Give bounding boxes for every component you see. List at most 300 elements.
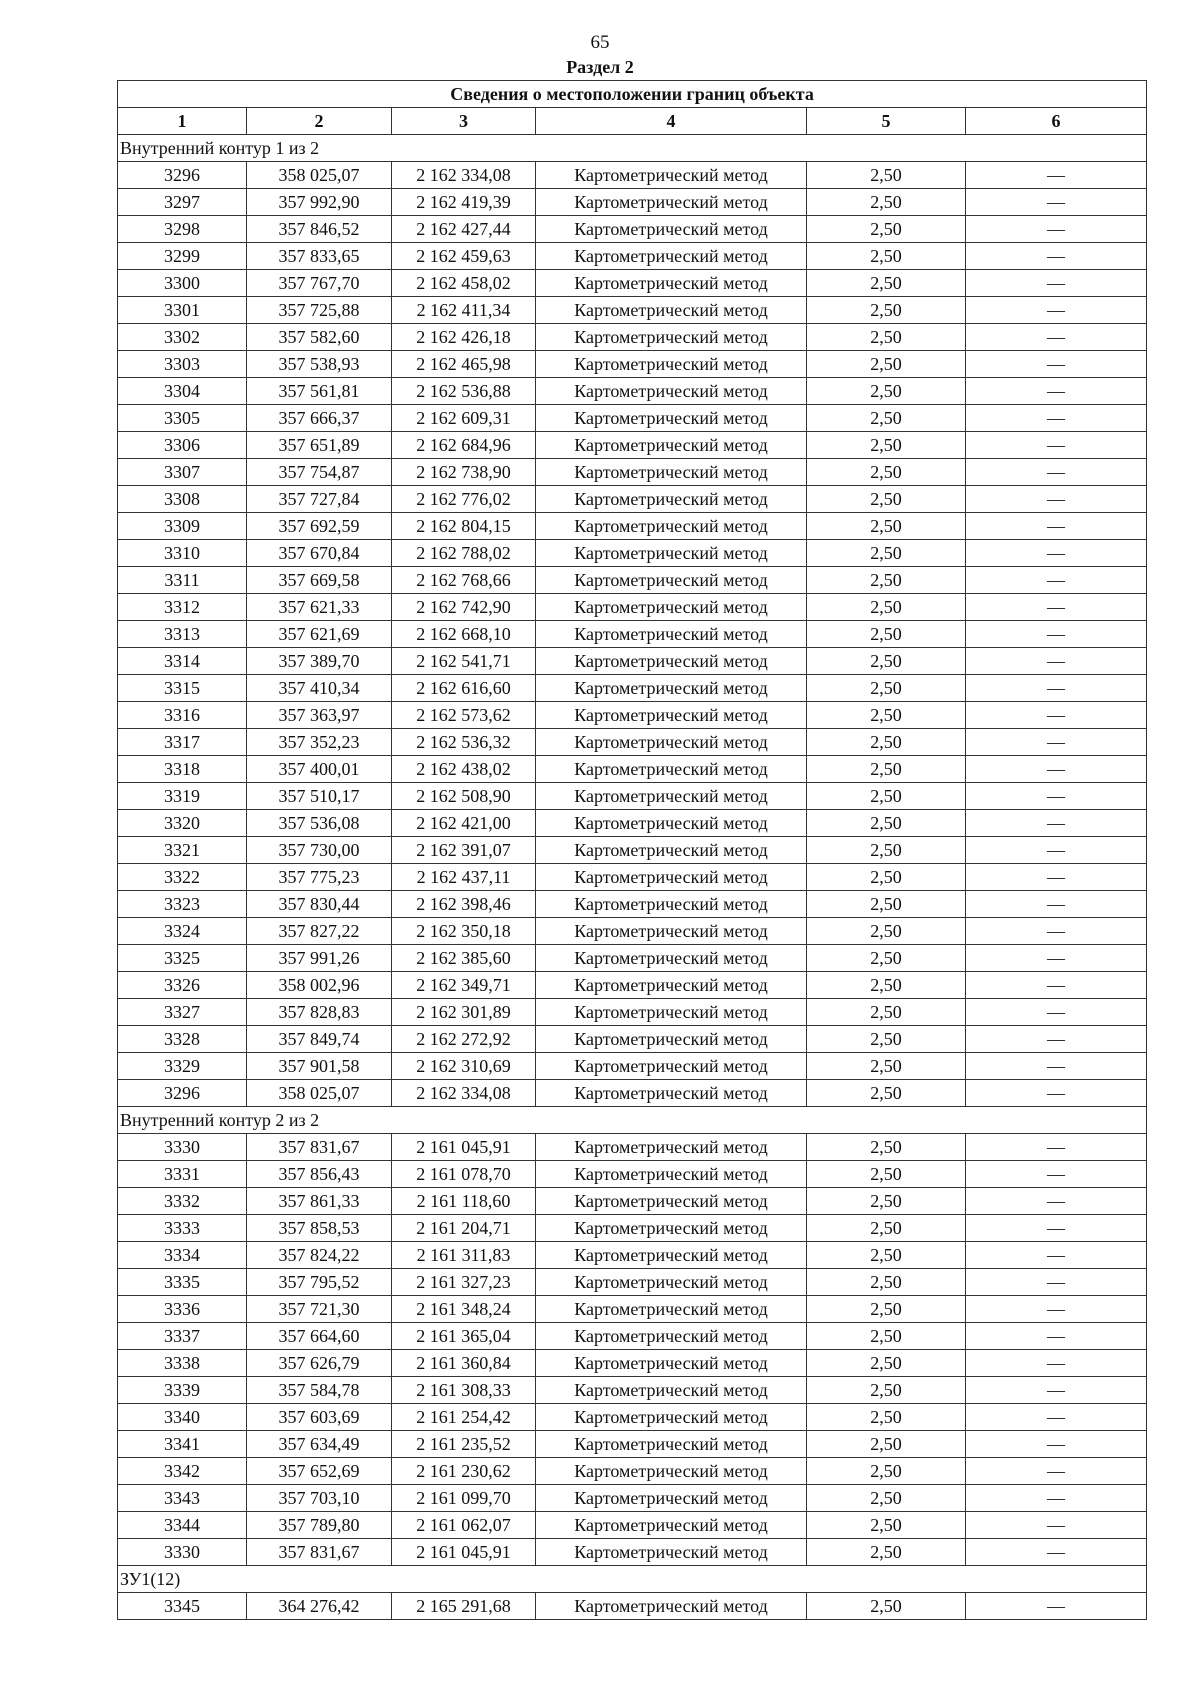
table-row: [118, 702, 1147, 729]
accuracy-cell: 2,50: [807, 243, 966, 270]
note-cell: —: [966, 1485, 1147, 1512]
y-coordinate-cell: 2 162 788,02: [392, 540, 536, 567]
point-number-cell: 3316: [118, 702, 247, 729]
y-coordinate-cell: 2 162 438,02: [392, 756, 536, 783]
y-coordinate-cell: 2 162 421,00: [392, 810, 536, 837]
point-number-cell: 3341: [118, 1431, 247, 1458]
y-coordinate-cell: 2 162 391,07: [392, 837, 536, 864]
contour-group-row: [118, 1566, 1147, 1593]
column-header: 2: [247, 108, 392, 135]
y-coordinate-cell: 2 162 776,02: [392, 486, 536, 513]
accuracy-cell: 2,50: [807, 1431, 966, 1458]
point-number-cell: 3334: [118, 1242, 247, 1269]
note-cell: —: [966, 1431, 1147, 1458]
method-cell: Картометрический метод: [536, 972, 807, 999]
accuracy-cell: 2,50: [807, 1080, 966, 1107]
note-cell: —: [966, 513, 1147, 540]
method-cell: Картометрический метод: [536, 1296, 807, 1323]
note-cell: —: [966, 1269, 1147, 1296]
table-row: [118, 405, 1147, 432]
note-cell: —: [966, 405, 1147, 432]
table-row: [118, 810, 1147, 837]
y-coordinate-cell: 2 161 360,84: [392, 1350, 536, 1377]
y-coordinate-cell: 2 162 541,71: [392, 648, 536, 675]
x-coordinate-cell: 357 721,30: [247, 1296, 392, 1323]
column-header: 4: [536, 108, 807, 135]
note-cell: —: [966, 1377, 1147, 1404]
section-title: Раздел 2: [566, 57, 634, 77]
x-coordinate-cell: 357 703,10: [247, 1485, 392, 1512]
y-coordinate-cell: 2 162 437,11: [392, 864, 536, 891]
note-cell: —: [966, 1026, 1147, 1053]
method-cell: Картометрический метод: [536, 810, 807, 837]
y-coordinate-cell: 2 162 334,08: [392, 162, 536, 189]
point-number-cell: 3310: [118, 540, 247, 567]
point-number-cell: 3336: [118, 1296, 247, 1323]
accuracy-cell: 2,50: [807, 1539, 966, 1566]
accuracy-cell: 2,50: [807, 189, 966, 216]
accuracy-cell: 2,50: [807, 1053, 966, 1080]
x-coordinate-cell: 357 352,23: [247, 729, 392, 756]
accuracy-cell: 2,50: [807, 1485, 966, 1512]
accuracy-cell: 2,50: [807, 864, 966, 891]
point-number-cell: 3323: [118, 891, 247, 918]
table-row: [118, 216, 1147, 243]
note-cell: —: [966, 1458, 1147, 1485]
method-cell: Картометрический метод: [536, 594, 807, 621]
accuracy-cell: 2,50: [807, 1404, 966, 1431]
x-coordinate-cell: 357 856,43: [247, 1161, 392, 1188]
x-coordinate-cell: 357 651,89: [247, 432, 392, 459]
method-cell: Картометрический метод: [536, 1350, 807, 1377]
y-coordinate-cell: 2 162 668,10: [392, 621, 536, 648]
x-coordinate-cell: 357 824,22: [247, 1242, 392, 1269]
table-row: [118, 1215, 1147, 1242]
table-row: [118, 513, 1147, 540]
accuracy-cell: 2,50: [807, 1458, 966, 1485]
method-cell: Картометрический метод: [536, 891, 807, 918]
note-cell: —: [966, 999, 1147, 1026]
note-cell: —: [966, 1080, 1147, 1107]
table-row: [118, 1053, 1147, 1080]
contour-group-row: [118, 1107, 1147, 1134]
table-row: [118, 297, 1147, 324]
table-row: [118, 1539, 1147, 1566]
method-cell: Картометрический метод: [536, 1269, 807, 1296]
x-coordinate-cell: 357 410,34: [247, 675, 392, 702]
y-coordinate-cell: 2 162 573,62: [392, 702, 536, 729]
table-row: [118, 1080, 1147, 1107]
method-cell: Картометрический метод: [536, 1134, 807, 1161]
accuracy-cell: 2,50: [807, 918, 966, 945]
x-coordinate-cell: 358 025,07: [247, 162, 392, 189]
y-coordinate-cell: 2 162 349,71: [392, 972, 536, 999]
point-number-cell: 3322: [118, 864, 247, 891]
accuracy-cell: 2,50: [807, 675, 966, 702]
y-coordinate-cell: 2 162 398,46: [392, 891, 536, 918]
accuracy-cell: 2,50: [807, 1377, 966, 1404]
method-cell: Картометрический метод: [536, 1242, 807, 1269]
table-row: [118, 1269, 1147, 1296]
note-cell: —: [966, 594, 1147, 621]
point-number-cell: 3338: [118, 1350, 247, 1377]
point-number-cell: 3311: [118, 567, 247, 594]
note-cell: —: [966, 459, 1147, 486]
accuracy-cell: 2,50: [807, 216, 966, 243]
note-cell: —: [966, 540, 1147, 567]
x-coordinate-cell: 357 858,53: [247, 1215, 392, 1242]
note-cell: —: [966, 243, 1147, 270]
point-number-cell: 3325: [118, 945, 247, 972]
x-coordinate-cell: 358 025,07: [247, 1080, 392, 1107]
accuracy-cell: 2,50: [807, 756, 966, 783]
y-coordinate-cell: 2 162 459,63: [392, 243, 536, 270]
y-coordinate-cell: 2 161 365,04: [392, 1323, 536, 1350]
method-cell: Картометрический метод: [536, 432, 807, 459]
method-cell: Картометрический метод: [536, 756, 807, 783]
table-row: [118, 189, 1147, 216]
x-coordinate-cell: 357 727,84: [247, 486, 392, 513]
x-coordinate-cell: 357 400,01: [247, 756, 392, 783]
table-body: [118, 81, 1147, 1620]
accuracy-cell: 2,50: [807, 162, 966, 189]
x-coordinate-cell: 357 992,90: [247, 189, 392, 216]
table-row: [118, 243, 1147, 270]
note-cell: —: [966, 1242, 1147, 1269]
table-row: [118, 999, 1147, 1026]
x-coordinate-cell: 357 561,81: [247, 378, 392, 405]
table-row: [118, 1188, 1147, 1215]
y-coordinate-cell: 2 161 118,60: [392, 1188, 536, 1215]
table-row: [118, 945, 1147, 972]
table-row: [118, 378, 1147, 405]
x-coordinate-cell: 357 828,83: [247, 999, 392, 1026]
x-coordinate-cell: 357 861,33: [247, 1188, 392, 1215]
accuracy-cell: 2,50: [807, 729, 966, 756]
accuracy-cell: 2,50: [807, 810, 966, 837]
x-coordinate-cell: 357 538,93: [247, 351, 392, 378]
y-coordinate-cell: 2 161 311,83: [392, 1242, 536, 1269]
point-number-cell: 3344: [118, 1512, 247, 1539]
point-number-cell: 3312: [118, 594, 247, 621]
point-number-cell: 3302: [118, 324, 247, 351]
y-coordinate-cell: 2 162 385,60: [392, 945, 536, 972]
column-header: 5: [807, 108, 966, 135]
table-row: [118, 1161, 1147, 1188]
table-row: [118, 324, 1147, 351]
table-row: [118, 675, 1147, 702]
point-number-cell: 3314: [118, 648, 247, 675]
table-row: [118, 729, 1147, 756]
y-coordinate-cell: 2 161 327,23: [392, 1269, 536, 1296]
y-coordinate-cell: 2 162 301,89: [392, 999, 536, 1026]
point-number-cell: 3326: [118, 972, 247, 999]
table-caption-row: [118, 81, 1147, 108]
point-number-cell: 3305: [118, 405, 247, 432]
x-coordinate-cell: 357 582,60: [247, 324, 392, 351]
x-coordinate-cell: 358 002,96: [247, 972, 392, 999]
accuracy-cell: 2,50: [807, 891, 966, 918]
y-coordinate-cell: 2 161 045,91: [392, 1539, 536, 1566]
x-coordinate-cell: 357 692,59: [247, 513, 392, 540]
method-cell: Картометрический метод: [536, 1404, 807, 1431]
y-coordinate-cell: 2 161 235,52: [392, 1431, 536, 1458]
accuracy-cell: 2,50: [807, 1134, 966, 1161]
accuracy-cell: 2,50: [807, 1323, 966, 1350]
x-coordinate-cell: 357 767,70: [247, 270, 392, 297]
y-coordinate-cell: 2 162 350,18: [392, 918, 536, 945]
table-row: [118, 162, 1147, 189]
method-cell: Картометрический метод: [536, 459, 807, 486]
note-cell: —: [966, 162, 1147, 189]
accuracy-cell: 2,50: [807, 594, 966, 621]
accuracy-cell: 2,50: [807, 1242, 966, 1269]
y-coordinate-cell: 2 162 616,60: [392, 675, 536, 702]
accuracy-cell: 2,50: [807, 648, 966, 675]
method-cell: Картометрический метод: [536, 243, 807, 270]
x-coordinate-cell: 357 846,52: [247, 216, 392, 243]
y-coordinate-cell: 2 162 536,32: [392, 729, 536, 756]
y-coordinate-cell: 2 161 308,33: [392, 1377, 536, 1404]
y-coordinate-cell: 2 162 419,39: [392, 189, 536, 216]
accuracy-cell: 2,50: [807, 621, 966, 648]
accuracy-cell: 2,50: [807, 486, 966, 513]
point-number-cell: 3304: [118, 378, 247, 405]
point-number-cell: 3337: [118, 1323, 247, 1350]
note-cell: —: [966, 1404, 1147, 1431]
point-number-cell: 3343: [118, 1485, 247, 1512]
point-number-cell: 3308: [118, 486, 247, 513]
note-cell: —: [966, 675, 1147, 702]
y-coordinate-cell: 2 162 508,90: [392, 783, 536, 810]
x-coordinate-cell: 357 831,67: [247, 1134, 392, 1161]
note-cell: —: [966, 324, 1147, 351]
note-cell: —: [966, 1593, 1147, 1620]
method-cell: Картометрический метод: [536, 1485, 807, 1512]
point-number-cell: 3331: [118, 1161, 247, 1188]
table-row: [118, 891, 1147, 918]
accuracy-cell: 2,50: [807, 432, 966, 459]
method-cell: Картометрический метод: [536, 702, 807, 729]
x-coordinate-cell: 357 725,88: [247, 297, 392, 324]
x-coordinate-cell: 364 276,42: [247, 1593, 392, 1620]
method-cell: Картометрический метод: [536, 351, 807, 378]
table-row: [118, 432, 1147, 459]
table-row: [118, 1431, 1147, 1458]
y-coordinate-cell: 2 161 204,71: [392, 1215, 536, 1242]
table-row: [118, 567, 1147, 594]
table-row: [118, 1404, 1147, 1431]
method-cell: Картометрический метод: [536, 1458, 807, 1485]
table-row: [118, 1485, 1147, 1512]
accuracy-cell: 2,50: [807, 972, 966, 999]
table-row: [118, 837, 1147, 864]
x-coordinate-cell: 357 621,69: [247, 621, 392, 648]
accuracy-cell: 2,50: [807, 999, 966, 1026]
contour-group-title: Внутренний контур 1 из 2: [118, 135, 1147, 162]
y-coordinate-cell: 2 162 609,31: [392, 405, 536, 432]
note-cell: —: [966, 378, 1147, 405]
accuracy-cell: 2,50: [807, 270, 966, 297]
method-cell: Картометрический метод: [536, 189, 807, 216]
page-number: 65: [590, 32, 610, 53]
note-cell: —: [966, 918, 1147, 945]
y-coordinate-cell: 2 162 768,66: [392, 567, 536, 594]
point-number-cell: 3345: [118, 1593, 247, 1620]
table-row: [118, 486, 1147, 513]
point-number-cell: 3318: [118, 756, 247, 783]
table-row: [118, 1323, 1147, 1350]
point-number-cell: 3299: [118, 243, 247, 270]
y-coordinate-cell: 2 161 348,24: [392, 1296, 536, 1323]
x-coordinate-cell: 357 603,69: [247, 1404, 392, 1431]
note-cell: —: [966, 756, 1147, 783]
x-coordinate-cell: 357 536,08: [247, 810, 392, 837]
point-number-cell: 3300: [118, 270, 247, 297]
column-header: 6: [966, 108, 1147, 135]
x-coordinate-cell: 357 670,84: [247, 540, 392, 567]
point-number-cell: 3328: [118, 1026, 247, 1053]
method-cell: Картометрический метод: [536, 216, 807, 243]
accuracy-cell: 2,50: [807, 513, 966, 540]
table-caption: Сведения о местоположении границ объекта: [118, 81, 1147, 108]
table-row: [118, 1512, 1147, 1539]
accuracy-cell: 2,50: [807, 702, 966, 729]
point-number-cell: 3296: [118, 162, 247, 189]
note-cell: —: [966, 567, 1147, 594]
accuracy-cell: 2,50: [807, 567, 966, 594]
y-coordinate-cell: 2 162 334,08: [392, 1080, 536, 1107]
method-cell: Картометрический метод: [536, 1377, 807, 1404]
method-cell: Картометрический метод: [536, 729, 807, 756]
note-cell: —: [966, 189, 1147, 216]
x-coordinate-cell: 357 833,65: [247, 243, 392, 270]
x-coordinate-cell: 357 754,87: [247, 459, 392, 486]
method-cell: Картометрический метод: [536, 1161, 807, 1188]
y-coordinate-cell: 2 162 310,69: [392, 1053, 536, 1080]
table-row: [118, 1296, 1147, 1323]
method-cell: Картометрический метод: [536, 918, 807, 945]
x-coordinate-cell: 357 669,58: [247, 567, 392, 594]
note-cell: —: [966, 1323, 1147, 1350]
point-number-cell: 3319: [118, 783, 247, 810]
note-cell: —: [966, 972, 1147, 999]
table-row: [118, 459, 1147, 486]
x-coordinate-cell: 357 775,23: [247, 864, 392, 891]
method-cell: Картометрический метод: [536, 1512, 807, 1539]
method-cell: Картометрический метод: [536, 1026, 807, 1053]
y-coordinate-cell: 2 162 458,02: [392, 270, 536, 297]
point-number-cell: 3307: [118, 459, 247, 486]
note-cell: —: [966, 891, 1147, 918]
method-cell: Картометрический метод: [536, 405, 807, 432]
point-number-cell: 3342: [118, 1458, 247, 1485]
accuracy-cell: 2,50: [807, 1188, 966, 1215]
x-coordinate-cell: 357 849,74: [247, 1026, 392, 1053]
y-coordinate-cell: 2 162 426,18: [392, 324, 536, 351]
point-number-cell: 3298: [118, 216, 247, 243]
method-cell: Картометрический метод: [536, 1323, 807, 1350]
point-number-cell: 3317: [118, 729, 247, 756]
table-row: [118, 594, 1147, 621]
method-cell: Картометрический метод: [536, 324, 807, 351]
note-cell: —: [966, 783, 1147, 810]
accuracy-cell: 2,50: [807, 945, 966, 972]
table-row: [118, 648, 1147, 675]
x-coordinate-cell: 357 652,69: [247, 1458, 392, 1485]
point-number-cell: 3313: [118, 621, 247, 648]
method-cell: Картометрический метод: [536, 486, 807, 513]
table-row: [118, 1242, 1147, 1269]
accuracy-cell: 2,50: [807, 459, 966, 486]
table-row: [118, 972, 1147, 999]
note-cell: —: [966, 837, 1147, 864]
accuracy-cell: 2,50: [807, 1350, 966, 1377]
note-cell: —: [966, 1215, 1147, 1242]
x-coordinate-cell: 357 584,78: [247, 1377, 392, 1404]
x-coordinate-cell: 357 634,49: [247, 1431, 392, 1458]
note-cell: —: [966, 729, 1147, 756]
accuracy-cell: 2,50: [807, 297, 966, 324]
point-number-cell: 3306: [118, 432, 247, 459]
method-cell: Картометрический метод: [536, 567, 807, 594]
table-row: [118, 1134, 1147, 1161]
table-row: [118, 270, 1147, 297]
method-cell: Картометрический метод: [536, 270, 807, 297]
table-row: [118, 1377, 1147, 1404]
x-coordinate-cell: 357 389,70: [247, 648, 392, 675]
x-coordinate-cell: 357 664,60: [247, 1323, 392, 1350]
y-coordinate-cell: 2 162 804,15: [392, 513, 536, 540]
x-coordinate-cell: 357 626,79: [247, 1350, 392, 1377]
point-number-cell: 3340: [118, 1404, 247, 1431]
table-row: [118, 621, 1147, 648]
method-cell: Картометрический метод: [536, 999, 807, 1026]
note-cell: —: [966, 1134, 1147, 1161]
note-cell: —: [966, 1512, 1147, 1539]
note-cell: —: [966, 1350, 1147, 1377]
y-coordinate-cell: 2 161 062,07: [392, 1512, 536, 1539]
y-coordinate-cell: 2 162 465,98: [392, 351, 536, 378]
note-cell: —: [966, 864, 1147, 891]
method-cell: Картометрический метод: [536, 1215, 807, 1242]
x-coordinate-cell: 357 730,00: [247, 837, 392, 864]
note-cell: —: [966, 1053, 1147, 1080]
note-cell: —: [966, 621, 1147, 648]
method-cell: Картометрический метод: [536, 1188, 807, 1215]
note-cell: —: [966, 702, 1147, 729]
method-cell: Картометрический метод: [536, 675, 807, 702]
point-number-cell: 3333: [118, 1215, 247, 1242]
x-coordinate-cell: 357 991,26: [247, 945, 392, 972]
method-cell: Картометрический метод: [536, 540, 807, 567]
y-coordinate-cell: 2 161 230,62: [392, 1458, 536, 1485]
accuracy-cell: 2,50: [807, 1215, 966, 1242]
x-coordinate-cell: 357 789,80: [247, 1512, 392, 1539]
accuracy-cell: 2,50: [807, 837, 966, 864]
contour-group-title: Внутренний контур 2 из 2: [118, 1107, 1147, 1134]
point-number-cell: 3296: [118, 1080, 247, 1107]
table-row: [118, 1026, 1147, 1053]
accuracy-cell: 2,50: [807, 378, 966, 405]
x-coordinate-cell: 357 901,58: [247, 1053, 392, 1080]
point-number-cell: 3315: [118, 675, 247, 702]
table-row: [118, 783, 1147, 810]
table-row: [118, 1350, 1147, 1377]
method-cell: Картометрический метод: [536, 1431, 807, 1458]
note-cell: —: [966, 270, 1147, 297]
method-cell: Картометрический метод: [536, 837, 807, 864]
